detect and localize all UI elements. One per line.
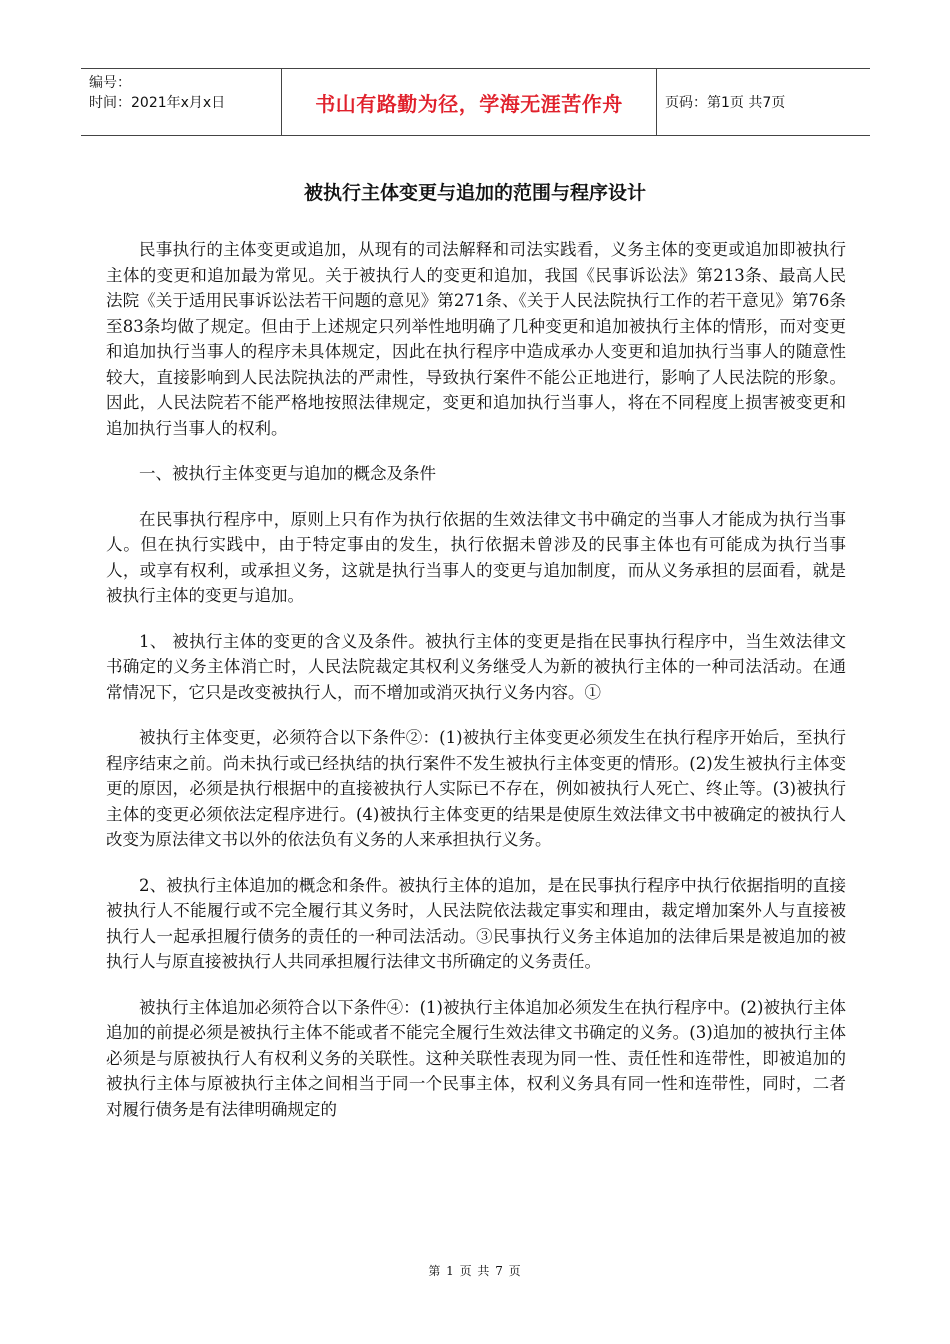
section-heading: 一、被执行主体变更与追加的概念及条件 <box>139 464 436 483</box>
page-footer: 第 1 页 共 7 页 <box>428 1264 522 1278</box>
paragraph: 1、 被执行主体的变更的含义及条件。被执行主体的变更是指在民事执行程序中，当生效法律文书确定的义务主体消亡时，人民法院裁定其权利义务继受人为新的被执行主体的一种司法活动。在通常情况下，它只是改变被执行人，而不增加或消灭执行义务内容。① <box>106 631 846 702</box>
paragraph: 被执行主体追加必须符合以下条件④：(1)被执行主体追加必须发生在执行程序中。(2)被执行主体追加的前提必须是被执行主体不能或者不能完全履行生效法律文书确定的义务。(3)追加的被执行主体必须是与原被执行人有权利义务的关联性。这种关联性表现为同一性、责任性和连带性，即被追加的被执行主体与原被执行主体之间相当于同一个民事主体，权利义务具有同一性和连带性，同时，二者对履行债务是有法律明确规定的 <box>106 997 846 1119</box>
document-title: 被执行主体变更与追加的范围与程序设计 <box>303 182 646 204</box>
header-meta <box>81 69 282 135</box>
document-date: 时间：2021年x月x日 <box>89 95 226 111</box>
header-motto: 书山有路勤为径，学海无涯苦作舟 <box>282 69 657 135</box>
paragraph: 被执行主体变更，必须符合以下条件②：(1)被执行主体变更必须发生在执行程序开始后，至执行程序结束之前。尚未执行或已经执结的执行案件不发生被执行主体变更的情形。(2)发生被执行主体变更的原因，必须是执行根据中的直接被执行人实际已不存在，例如被执行人死亡、终止等。(3)被执行主体的变更必须依法定程序进行。(4)被执行主体变更的结果是使原生效法律文书中被确定的被执行人改变为原法律文书以外的依法负有义务的人来承担执行义务。 <box>106 728 846 849</box>
header-page-info: 页码：第1页 共7页 <box>665 95 786 111</box>
document-number-label: 编号： <box>89 75 131 91</box>
paragraph: 民事执行的主体变更或追加，从现有的司法解释和司法实践看，义务主体的变更或追加即被执行主体的变更和追加最为常见。关于被执行人的变更和追加，我国《民事诉讼法》第213条、最高人民法院《关于适用民事诉讼法若干问题的意见》第271条、《关于人民法院执行工作的若干意见》第76条至83条均做了规定。但由于上述规定只列举性地明确了几种变更和追加被执行主体的情形，而对变更和追加执行当事人的程序未具体规定，因此在执行程序中造成承办人变更和追加执行当事人的随意性较大，直接影响到人民法院执法的严肃性，导致执行案件不能公正地进行，影响了人民法院的形象。因此，人民法院若不能严格地按照法律规定，变更和追加执行当事人，将在不同程度上损害被变更和追加执行当事人的权利。 <box>106 240 846 438</box>
page-header <box>81 68 870 136</box>
paragraph: 在民事执行程序中，原则上只有作为执行依据的生效法律文书中确定的当事人才能成为执行当事人。但在执行实践中，由于特定事由的发生，执行依据未曾涉及的民事主体也有可能成为执行当事人，或享有权利，或承担义务，这就是执行当事人的变更与追加制度，而从义务承担的层面看，就是被执行主体的变更与追加。 <box>106 509 846 605</box>
paragraph: 2、被执行主体追加的概念和条件。被执行主体的追加，是在民事执行程序中执行依据指明的直接被执行人不能履行或不完全履行其义务时，人民法院依法裁定事实和理由，裁定增加案外人与直接被执行人一起承担履行债务的责任的一种司法活动。③民事执行义务主体追加的法律后果是被追加的被执行人与原直接被执行人共同承担履行法律文书所确定的义务责任。 <box>106 875 846 971</box>
document-body <box>106 237 846 1142</box>
